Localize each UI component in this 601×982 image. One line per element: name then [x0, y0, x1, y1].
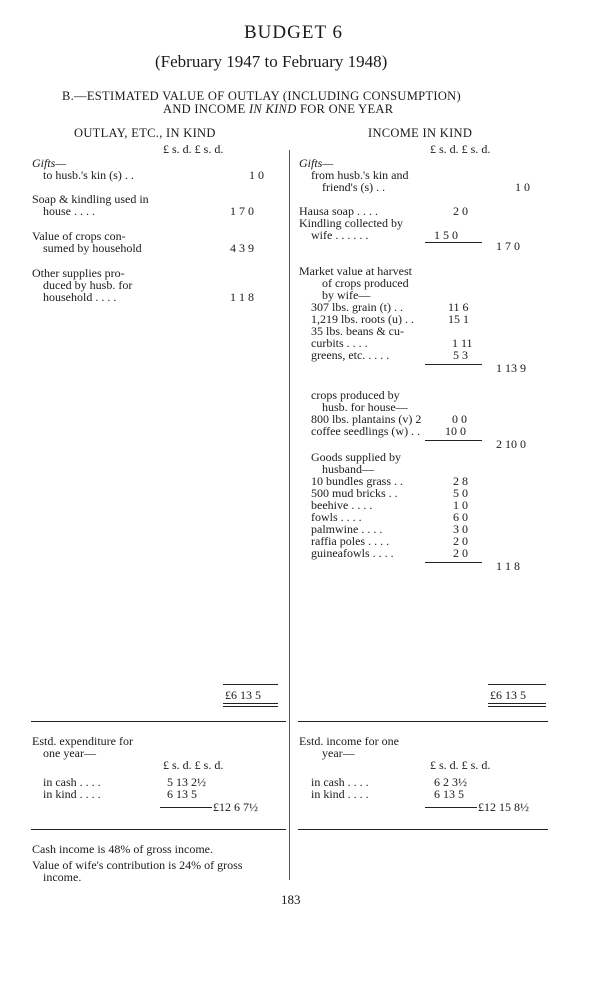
note-wife-contribution-line1: Value of wife's contribution is 24% of gross — [32, 858, 243, 872]
est-inc-line2: year— — [322, 746, 355, 760]
wife-item-value: 1 11 — [452, 336, 473, 350]
right-estimate-rule — [298, 721, 548, 722]
goods-item-label: raffia poles . . . . — [311, 534, 390, 548]
income-kindling-subtotal: 1 7 0 — [496, 239, 520, 253]
wife-item-label: 307 lbs. grain (t) . . — [311, 300, 403, 314]
income-gifts-line2: friend's (s) . . — [322, 180, 386, 194]
outlay-crops-line1: Value of crops con- — [32, 229, 126, 243]
goods-item-label: palmwine . . . . — [311, 522, 383, 536]
wife-subtotal-rule — [425, 364, 482, 365]
est-exp-line2: one year— — [43, 746, 96, 760]
goods-item-value: 6 0 — [453, 510, 468, 524]
income-kindling-rule — [425, 242, 482, 243]
goods-item-label: 10 bundles grass . . — [311, 474, 403, 488]
income-market-line3: by wife— — [322, 288, 371, 302]
goods-item-value: 5 0 — [453, 486, 468, 500]
husb-crops-line2: husb. for house— — [322, 400, 408, 414]
est-exp-kind-value: 6 13 5 — [167, 787, 197, 801]
right-notes-rule — [298, 829, 548, 830]
income-kindling-value: 1 5 0 — [434, 228, 458, 242]
income-total-rule-top — [488, 684, 546, 685]
income-market-line2: of crops produced — [322, 276, 409, 290]
goods-item-value: 2 8 — [453, 474, 468, 488]
goods-subtotal: 1 1 8 — [496, 559, 520, 573]
goods-line1: Goods supplied by — [311, 450, 401, 464]
est-exp-col-heads: £ s. d. £ s. d. — [163, 758, 224, 772]
est-inc-line1: Estd. income for one — [299, 734, 399, 748]
income-gifts-label: Gifts— — [299, 156, 334, 170]
goods-item-label: 500 mud bricks . . — [311, 486, 398, 500]
income-total-rule-bottom2 — [488, 706, 546, 707]
outlay-gifts-item: to husb.'s kin (s) . . — [43, 168, 134, 182]
goods-subtotal-rule — [425, 562, 482, 563]
outlay-soap-value: 1 7 0 — [230, 204, 254, 218]
goods-item-value: 2 0 — [453, 534, 468, 548]
goods-item-value: 3 0 — [453, 522, 468, 536]
wife-item-value: 15 1 — [448, 312, 469, 326]
est-inc-rule — [425, 807, 477, 808]
outlay-soap-line1: Soap & kindling used in — [32, 192, 149, 206]
husb-item-label: coffee seedlings (w) . . — [311, 424, 421, 438]
income-hausa-value: 2 0 — [453, 204, 468, 218]
outlay-gifts-value: 1 0 — [249, 168, 264, 182]
outlay-gifts-label: Gifts— — [32, 156, 67, 170]
wife-item-value: 11 6 — [448, 300, 469, 314]
est-inc-cash-label: in cash . . . . — [311, 775, 369, 789]
husb-item-label: 800 lbs. plantains (v) 2 — [311, 412, 422, 426]
income-total: £6 13 5 — [490, 688, 526, 702]
goods-item-value: 1 0 — [453, 498, 468, 512]
est-exp-cash-value: 5 13 2½ — [167, 775, 206, 789]
outlay-total: £6 13 5 — [225, 688, 261, 702]
outlay-total-rule-top — [223, 684, 278, 685]
income-market-line1: Market value at harvest — [299, 264, 412, 278]
wife-subtotal: 1 13 9 — [496, 361, 526, 375]
est-exp-cash-label: in cash . . . . — [43, 775, 101, 789]
est-exp-line1: Estd. expenditure for — [32, 734, 133, 748]
left-estimate-rule — [31, 721, 286, 722]
outlay-other-value: 1 1 8 — [230, 290, 254, 304]
outlay-total-rule-bottom2 — [223, 706, 278, 707]
wife-item-label: greens, etc. . . . . — [311, 348, 390, 362]
income-header: INCOME IN KIND — [368, 126, 473, 140]
outlay-other-line3: household . . . . — [43, 290, 117, 304]
income-total-rule-bottom1 — [488, 703, 546, 704]
outlay-crops-line2: sumed by household — [43, 241, 142, 255]
husb-subtotal-rule — [425, 440, 482, 441]
goods-line2: husband— — [322, 462, 374, 476]
est-inc-cash-value: 6 2 3½ — [434, 775, 467, 789]
page-title: BUDGET 6 — [244, 22, 343, 43]
outlay-col-heads: £ s. d. £ s. d. — [163, 142, 224, 156]
husb-item-value: 10 0 — [445, 424, 466, 438]
est-inc-col-heads: £ s. d. £ s. d. — [430, 758, 491, 772]
outlay-total-rule-bottom1 — [223, 703, 278, 704]
husb-crops-line1: crops produced by — [311, 388, 400, 402]
page-number: 183 — [281, 892, 301, 907]
est-inc-kind-value: 6 13 5 — [434, 787, 464, 801]
wife-item-label: curbits . . . . — [311, 336, 368, 350]
outlay-soap-line2: house . . . . — [43, 204, 95, 218]
goods-item-label: fowls . . . . — [311, 510, 362, 524]
outlay-crops-value: 4 3 9 — [230, 241, 254, 255]
wife-item-label: 35 lbs. beans & cu- — [311, 324, 404, 338]
est-exp-rule — [160, 807, 212, 808]
goods-item-label: beehive . . . . — [311, 498, 373, 512]
left-notes-rule — [31, 829, 286, 830]
husb-item-value: 0 0 — [452, 412, 467, 426]
income-col-heads: £ s. d. £ s. d. — [430, 142, 491, 156]
outlay-other-line1: Other supplies pro- — [32, 266, 125, 280]
note-wife-contribution-line2: income. — [43, 870, 82, 884]
income-hausa-label: Hausa soap . . . . — [299, 204, 378, 218]
column-divider — [289, 150, 290, 880]
note-cash-income: Cash income is 48% of gross income. — [32, 842, 213, 856]
goods-item-label: guineafowls . . . . — [311, 546, 394, 560]
est-exp-kind-label: in kind . . . . — [43, 787, 101, 801]
income-kindling-line2: wife . . . . . . — [311, 228, 369, 242]
section-heading: B.—ESTIMATED VALUE OF OUTLAY (INCLUDING CONSUMPTION) — [62, 89, 461, 103]
husb-subtotal: 2 10 0 — [496, 437, 526, 451]
goods-item-value: 2 0 — [453, 546, 468, 560]
wife-item-label: 1,219 lbs. roots (u) . . — [311, 312, 414, 326]
est-inc-kind-label: in kind . . . . — [311, 787, 369, 801]
income-kindling-line1: Kindling collected by — [299, 216, 403, 230]
page-subtitle: (February 1947 to February 1948) — [155, 52, 388, 71]
outlay-other-line2: duced by husb. for — [43, 278, 133, 292]
outlay-header: OUTLAY, ETC., IN KIND — [74, 126, 216, 140]
wife-item-value: 5 3 — [453, 348, 468, 362]
section-heading-line2: AND INCOME IN KIND FOR ONE YEAR — [163, 102, 394, 116]
income-gifts-line1: from husb.'s kin and — [311, 168, 409, 182]
income-gifts-value: 1 0 — [515, 180, 530, 194]
est-exp-total: £12 6 7½ — [213, 800, 258, 814]
est-inc-total: £12 15 8½ — [478, 800, 529, 814]
